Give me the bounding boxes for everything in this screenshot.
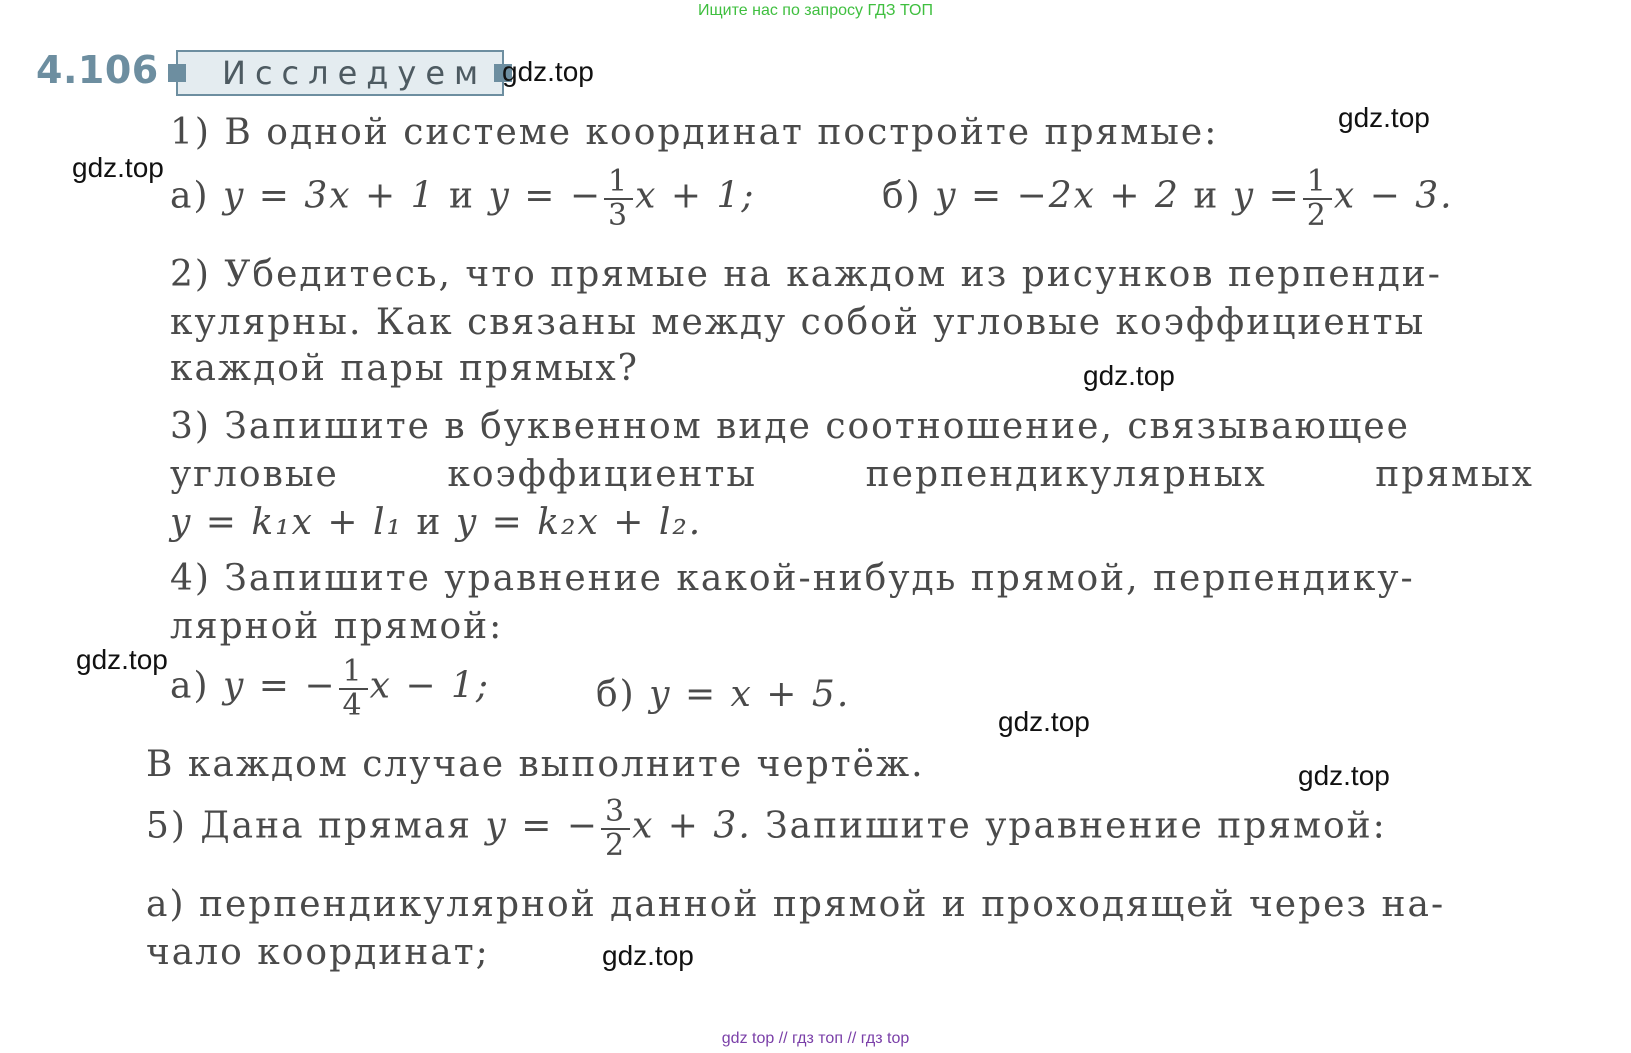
task-1-text: 1) В одной системе координат постройте прямые: [170, 112, 1219, 153]
fraction-numerator: 1 [604, 166, 633, 200]
drawing-note: В каждом случае выполните чертёж. [146, 744, 925, 785]
word: коэффициенты [447, 454, 758, 495]
word: угловые [170, 454, 339, 495]
task-1a-equations [170, 166, 755, 231]
task-4b-label: б) [596, 674, 636, 715]
fraction-denominator: 2 [604, 827, 627, 863]
watermark: gdz.top [1298, 760, 1390, 791]
task-5-tail: Запишите уравнение прямой: [765, 805, 1387, 847]
equation-rhs: x + 1; [635, 175, 756, 217]
task-4a-equation [170, 656, 490, 721]
watermark: gdz.top [998, 706, 1090, 737]
task-2-line-1: 2) Убедитесь, что прямые на каждом из рисунков перпенди- [170, 254, 1442, 295]
fraction [1303, 166, 1332, 231]
task-5-statement [146, 796, 1387, 861]
watermark: gdz.top [1083, 360, 1175, 391]
equation-rhs: x − 3. [1333, 175, 1454, 217]
equation: y = −2x + 2 [935, 175, 1180, 217]
fraction-numerator: 1 [1303, 166, 1332, 200]
task-5a-line-1: а) перпендикулярной данной прямой и проходящей через на- [146, 884, 1446, 925]
task-1b-label: б) [882, 175, 922, 217]
equation: y = 3x + 1 [222, 175, 436, 217]
heading-left-square-icon [168, 64, 186, 82]
task-1a-label: а) [170, 175, 210, 217]
footer-links: gdz top // гдз топ // гдз top [721, 1030, 910, 1047]
conjunction: и [416, 502, 443, 543]
task-3-equations [170, 502, 702, 543]
exercise-number: 4.106 [36, 48, 159, 92]
conjunction: и [1193, 175, 1220, 217]
equation: y = x + 5. [649, 674, 851, 715]
fraction-denominator: 4 [342, 687, 364, 723]
watermark: gdz.top [1338, 102, 1430, 133]
task-4a-label: а) [170, 665, 210, 707]
section-heading: Исследуем [222, 54, 488, 92]
fraction [604, 166, 633, 231]
top-banner: Ищите нас по запросу ГДЗ ТОП [698, 2, 933, 19]
word: прямых [1375, 454, 1534, 495]
equation-lhs: y = [1232, 175, 1301, 217]
task-3-line-1: 3) Запишите в буквенном виде соотношение, связывающее [170, 406, 1410, 447]
equation: y = k₂x + l₂. [455, 502, 703, 543]
watermark: gdz.top [502, 56, 594, 87]
equation-rhs: x − 1; [369, 665, 491, 707]
task-4-line-1: 4) Запишите уравнение какой-нибудь прямой, перпендику- [170, 558, 1415, 599]
watermark: gdz.top [76, 644, 168, 675]
task-4-line-2: лярной прямой: [170, 606, 504, 647]
equation-lhs: y = − [222, 665, 337, 707]
fraction [339, 656, 368, 721]
fraction-numerator: 3 [601, 796, 630, 830]
fraction-numerator: 1 [339, 656, 368, 690]
task-2-line-3: каждой пары прямых? [170, 348, 639, 389]
conjunction: и [448, 175, 475, 217]
task-2-line-2: кулярны. Как связаны между собой угловые коэффициенты [170, 302, 1426, 343]
equation-lhs: y = − [485, 805, 599, 847]
fraction [601, 796, 630, 861]
task-5-lead: 5) Дана прямая [146, 805, 472, 847]
task-4b-equation [596, 674, 850, 715]
watermark: gdz.top [72, 152, 164, 183]
equation-lhs: y = − [488, 175, 602, 217]
equation-rhs: x + 3. [632, 805, 752, 847]
task-3-line-2 [170, 454, 1534, 495]
watermark: gdz.top [602, 940, 694, 971]
equation: y = k₁x + l₁ [170, 502, 403, 543]
task-1b-equations [882, 166, 1454, 231]
fraction-denominator: 2 [1306, 197, 1328, 233]
task-5a-line-2: чало координат; [146, 932, 490, 973]
fraction-denominator: 3 [608, 197, 630, 233]
word: перпендикулярных [865, 454, 1267, 495]
